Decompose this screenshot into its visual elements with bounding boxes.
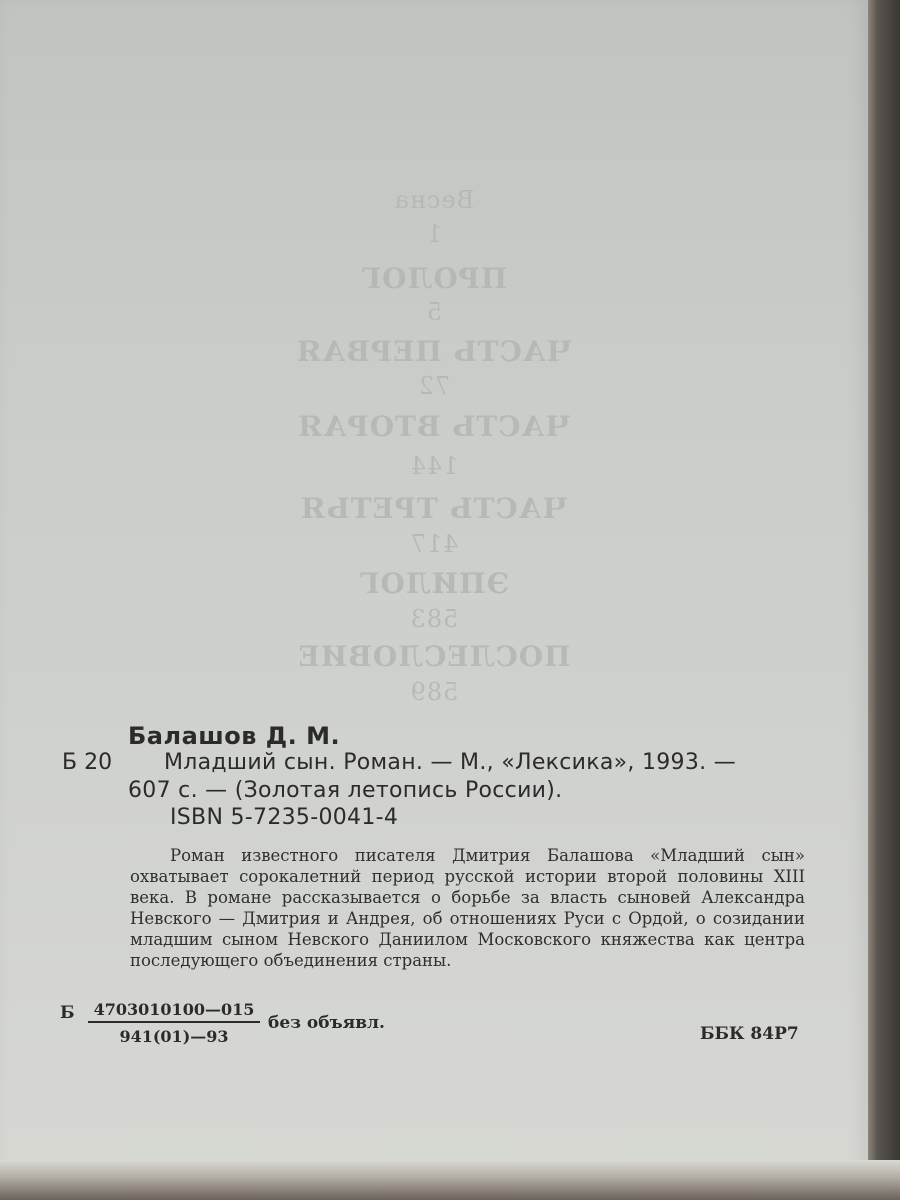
classification-mark: Б 20 bbox=[62, 750, 113, 775]
annotation-block bbox=[130, 845, 805, 971]
no-announcement-note: без объявл. bbox=[268, 1013, 385, 1033]
show-through-text: Весна bbox=[393, 186, 475, 214]
show-through-text: 583 bbox=[409, 605, 459, 633]
author-name: Балашов Д. М. bbox=[128, 722, 341, 750]
show-through-text: 589 bbox=[409, 678, 459, 706]
bibliographic-title-line: Младший сын. Роман. — М., «Лексика», 1993. — bbox=[164, 750, 737, 775]
show-through-text: 1 bbox=[425, 220, 443, 248]
catalog-code-denominator: 941(01)—93 bbox=[119, 1027, 229, 1046]
annotation-text: Роман известного писателя Дмитрия Балашова «Младший сын» охватывает сорокалетний период русской истории второй половины XIII века. В романе рассказывается о борьбе за власть сыновей Александра Невского — Дмитрия и Андрея, об отношениях Руси с Ордой, о созидании младшим сыном Невского Даниилом Московского княжества как центра последующего объединения страны. bbox=[130, 846, 805, 970]
show-through-text: ПОСЛЕСЛОВИЕ bbox=[297, 640, 571, 673]
catalog-code-fraction bbox=[88, 1000, 260, 1046]
show-through-text: 417 bbox=[409, 530, 459, 558]
book-cover-edge bbox=[868, 0, 900, 1200]
show-through-text: 144 bbox=[409, 452, 459, 480]
show-through-text: ЧАСТЬ ТРЕТЬЯ bbox=[299, 492, 569, 525]
show-through-text: ЭПИЛОГ bbox=[359, 567, 509, 600]
show-through-text: ЧАСТЬ ПЕРВАЯ bbox=[295, 335, 573, 368]
catalog-code-numerator: 4703010100—015 bbox=[88, 1000, 260, 1023]
show-through-text: 5 bbox=[425, 298, 443, 326]
bbk-code: ББК 84Р7 bbox=[700, 1024, 799, 1044]
show-through-text: 72 bbox=[417, 372, 451, 400]
book-bottom-edge bbox=[0, 1160, 900, 1200]
bibliographic-pages-line: 607 с. — (Золотая летопись России). bbox=[128, 778, 563, 803]
catalog-letter: Б bbox=[60, 1003, 75, 1023]
isbn-line: ISBN 5-7235-0041-4 bbox=[170, 805, 399, 830]
show-through-text: ЧАСТЬ ВТОРАЯ bbox=[297, 410, 571, 443]
show-through-text: ПРОЛОГ bbox=[360, 262, 508, 295]
